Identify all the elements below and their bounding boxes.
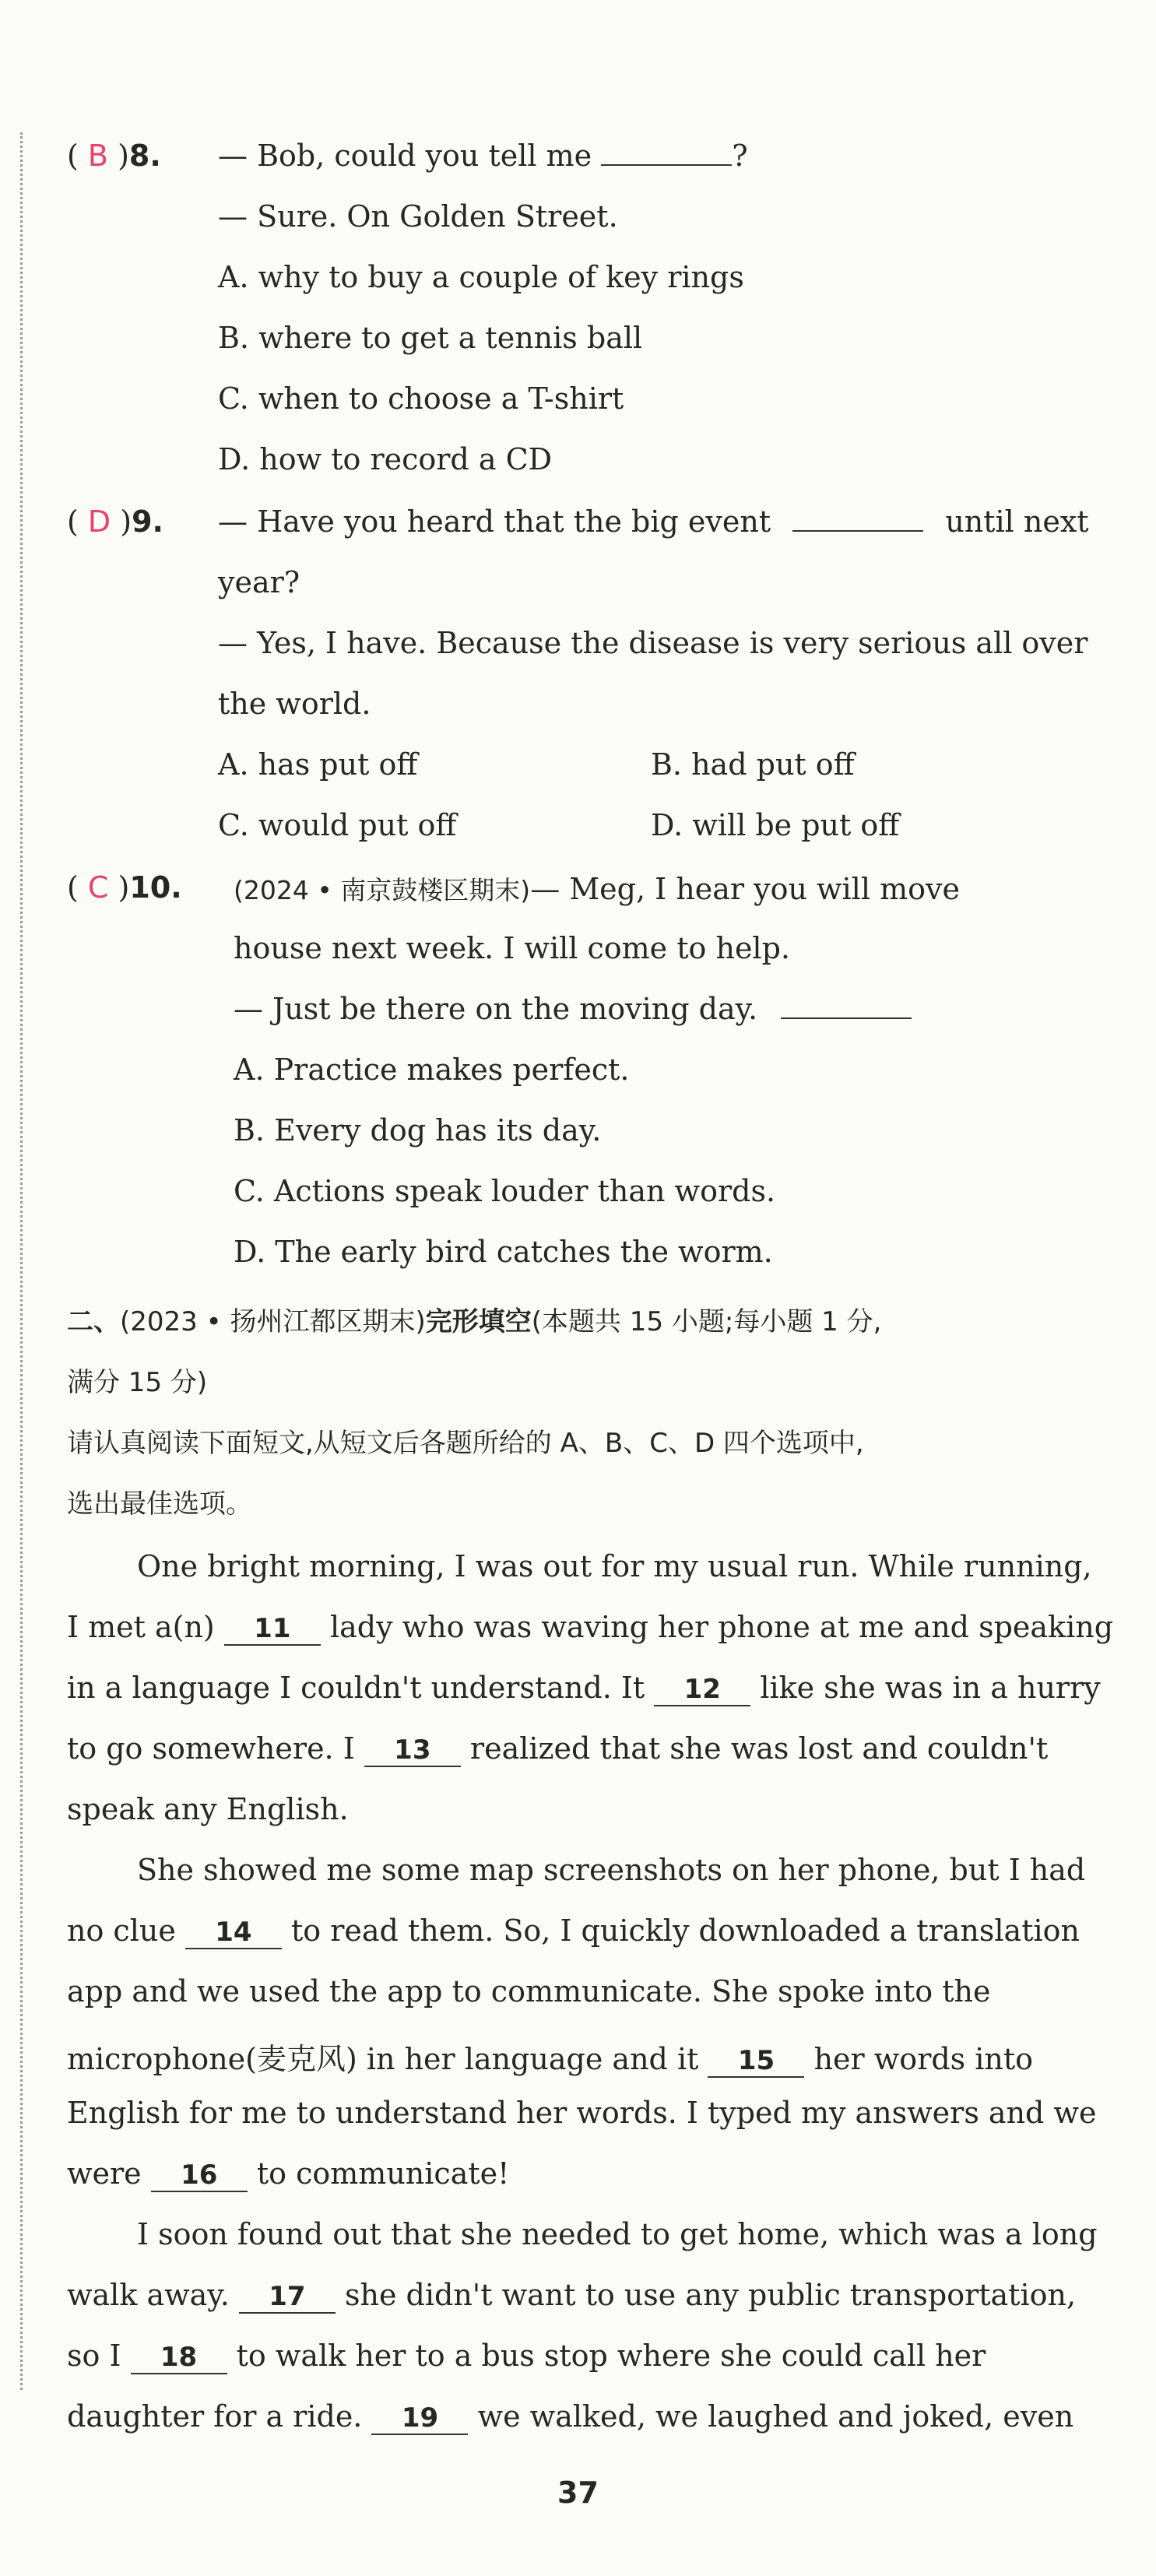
passage-text: to read them. So, I quickly downloaded a translation [291,1914,1080,1948]
q9-option-c: C. would put off [218,808,457,842]
section2-source: (2023 • 扬州江都区期末) [120,1306,426,1337]
q8-header: ( B )8. [67,139,161,173]
q8-reply: — Sure. On Golden Street. [218,199,618,234]
q10-reply [234,992,912,1026]
q9-stem-end: until next [945,504,1089,539]
q8-option-b: B. where to get a tennis ball [218,321,643,355]
q9-option-b: B. had put off [651,747,855,782]
passage-p1-line4 [67,1731,1048,1767]
passage-text: no clue [67,1914,176,1948]
blank-14: 14 [185,1917,282,1949]
passage-text: we walked, we laughed and joked, even [477,2399,1074,2434]
q8-option-a: A. why to buy a couple of key rings [218,260,744,294]
blank-12: 12 [654,1674,750,1706]
passage-text: to communicate! [256,2156,510,2191]
section2-score-line2: 满分 15 分) [67,1367,208,1398]
passage-p2-line2 [67,1914,1080,1949]
q8-option-d: D. how to record a CD [218,442,553,476]
blank-11: 11 [224,1613,321,1646]
passage-text: she didn't want to use any public transportation, [344,2278,1077,2312]
passage-p3-line1: I soon found out that she needed to get home, which was a long [137,2217,1098,2251]
q10-option-b: B. Every dog has its day. [234,1113,602,1147]
passage-p1-line1: One bright morning, I was out for my usual run. While running, [137,1549,1092,1583]
blank-16: 16 [151,2160,248,2192]
section2-instruction-line2: 选出最佳选项。 [67,1488,252,1520]
q10-reply-text: — Just be there on the moving day. [234,992,758,1026]
q9-blank [792,507,923,532]
q9-answer: D [87,504,111,539]
passage-text: microphone(麦克风) in her language and it [67,2042,699,2076]
q8-stem-end: ? [732,139,748,173]
section2-header [67,1300,881,1338]
q10-source: (2024 • 南京鼓楼区期末) [234,875,531,905]
passage-text: like she was in a hurry [760,1671,1101,1705]
passage-text: walk away. [67,2278,230,2312]
q9-reply-line2: the world. [218,687,371,721]
q9-header: ( D )9. [67,504,163,539]
passage-p3-line3 [67,2339,986,2374]
blank-18: 18 [131,2342,227,2374]
passage-p2-line3: app and we used the app to communicate. She spoke into the [67,1974,991,2008]
q8-blank [601,141,732,166]
passage-text: I met a(n) [67,1610,215,1644]
section2-number: 二、 [67,1306,120,1337]
section2-instruction-line1: 请认真阅读下面短文,从短文后各题所给的 A、B、C、D 四个选项中, [67,1428,864,1459]
q8-stem [218,139,748,173]
q9-option-a: A. has put off [218,747,418,782]
blank-15: 15 [708,2045,804,2078]
passage-p2-line6 [67,2156,509,2192]
passage-p1-line5: speak any English. [67,1792,349,1826]
q10-stem-line2: house next week. I will come to help. [234,931,790,965]
passage-text: daughter for a ride. [67,2399,363,2434]
passage-text: her words into [813,2042,1034,2076]
q10-option-c: C. Actions speak louder than words. [234,1174,776,1208]
q9-option-d: D. will be put off [651,808,900,842]
q8-stem-text: — Bob, could you tell me [218,139,592,173]
passage-text: so I [67,2339,121,2373]
q9-number: 9. [132,504,163,539]
q8-option-c: C. when to choose a T-shirt [218,381,624,416]
q9-reply-line1: — Yes, I have. Because the disease is very serious all over [218,626,1088,660]
q10-option-a: A. Practice makes perfect. [234,1053,630,1087]
q9-stem-text: — Have you heard that the big event [218,504,771,539]
q9-stem-line2: year? [218,565,300,599]
passage-p3-line2 [67,2278,1076,2314]
passage-p3-line4 [67,2399,1073,2435]
passage-text: to go somewhere. I [67,1731,355,1766]
passage-text: lady who was waving her phone at me and speaking [329,1610,1114,1644]
q8-answer: B [87,139,108,173]
passage-text: realized that she was lost and couldn't [469,1731,1049,1766]
passage-p1-line3 [67,1671,1101,1706]
blank-19: 19 [371,2402,468,2435]
q10-blank [781,994,912,1019]
q10-answer: C [87,870,109,905]
passage-text: in a language I couldn't understand. It [67,1671,645,1705]
q9-stem [218,504,1089,539]
blank-17: 17 [239,2281,336,2314]
q8-number: 8. [128,139,161,173]
passage-p1-line2 [67,1610,1113,1646]
section2-title: 完形填空 [425,1306,532,1337]
passage-p2-line1: She showed me some map screenshots on her phone, but I had [137,1853,1086,1887]
passage-text: were [67,2156,142,2191]
passage-p2-line5: English for me to understand her words. I typed my answers and we [67,2096,1097,2130]
passage-text: to walk her to a bus stop where she could call her [236,2339,986,2373]
passage-p2-line4 [67,2035,1033,2078]
section2-score-line1: (本题共 15 小题;每小题 1 分, [531,1306,882,1337]
q10-number: 10. [129,870,182,905]
page-number: 37 [557,2476,599,2510]
blank-13: 13 [364,1734,461,1767]
q10-option-d: D. The early bird catches the worm. [234,1235,773,1269]
q10-header: ( C )10. [67,870,182,905]
q10-stem-text: — Meg, I hear you will move [530,872,960,906]
dotted-margin-line [20,132,23,2390]
q10-stem [234,870,960,907]
